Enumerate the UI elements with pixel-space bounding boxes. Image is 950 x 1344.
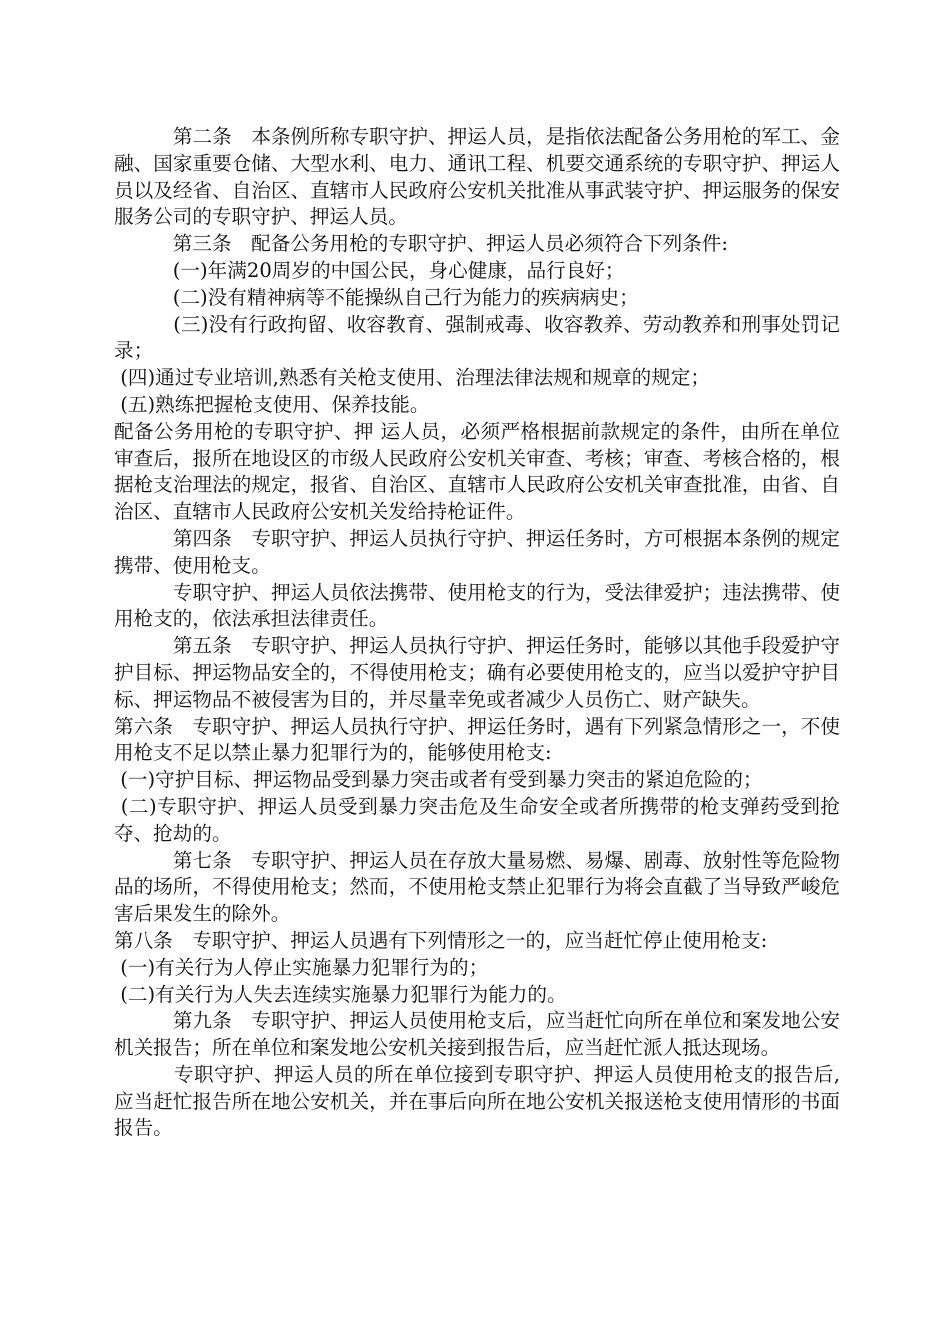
paragraph-article-3: 第三条 配备公务用枪的专职守护、押运人员必须符合下列条件: bbox=[114, 232, 729, 256]
paragraph-article-3-clause-2: 配备公务用枪的专职守护、押 运人员，必须严格根据前款规定的条件，由所在单位审查后，报所在地设区的市级人民政府公安机关审查、考核；审查、考核合格的，根据枪支治理法的规定，报省、自治区、直辖市人民政府公安机关审查批准，由省、自治区、直辖市人民政府公安机关发给持枪证件。 bbox=[114, 419, 840, 524]
document-body bbox=[114, 124, 840, 1142]
paragraph-article-7: 第七条 专职守护、押运人员在存放大量易燃、易爆、剧毒、放射性等危险物品的场所，不得使用枪支；然而，不使用枪支禁止犯罪行为将会直截了当导致严峻危害后果发生的除外。 bbox=[114, 848, 840, 926]
paragraph-article-2: 第二条 本条例所称专职守护、押运人员，是指依法配备公务用枪的军工、金融、国家重要仓储、大型水利、电力、通讯工程、机要交通系统的专职守护、押运人员以及经省、自治区、直辖市人民政府公安机关批准从事武装守护、押运服务的保安服务公司的专职守护、押运人员。 bbox=[114, 125, 840, 229]
paragraph-article-5: 第五条 专职守护、押运人员执行守护、押运任务时，能够以其他手段爱护守护目标、押运物品安全的，不得使用枪支；确有必要使用枪支的，应当以爱护守护目标、押运物品不被侵害为目的，并尽量幸免或者减少人员伤亡、财产缺失。 bbox=[114, 634, 840, 711]
paragraph-article-9: 第九条 专职守护、押运人员使用枪支后，应当赶忙向所在单位和案发地公安机关报告；所在单位和案发地公安机关接到报告后，应当赶忙派人抵达现场。 bbox=[114, 1009, 840, 1060]
paragraph-article-3-item-1: (一)年满20周岁的中国公民，身心健康，品行良好； bbox=[114, 258, 625, 282]
paragraph-article-8-item-2: (二)有关行为人失去连续实施暴力犯罪行为能力的。 bbox=[114, 982, 567, 1006]
paragraph-article-6: 第六条 专职守护、押运人员执行守护、押运任务时，遇有下列紧急情形之一，不使用枪支不足以禁止暴力犯罪行为的，能够使用枪支: bbox=[114, 714, 840, 765]
paragraph-article-3-item-3: (三)没有行政拘留、收容教育、强制戒毒、收容教养、劳动教养和刑事处罚记录； bbox=[114, 312, 840, 363]
paragraph-article-3-item-4: (四)通过专业培训,熟悉有关枪支使用、治理法律法规和规章的规定； bbox=[114, 366, 710, 390]
paragraph-article-6-item-1: (一)守护目标、押运物品受到暴力突击或者有受到暴力突击的紧迫危险的； bbox=[114, 768, 763, 792]
paragraph-article-3-item-2: (二)没有精神病等不能操纵自己行为能力的疾病病史； bbox=[114, 285, 639, 309]
paragraph-article-3-item-5: (五)熟练把握枪支使用、保养技能。 bbox=[114, 392, 430, 416]
paragraph-article-8-item-1: (一)有关行为人停止实施暴力犯罪行为的； bbox=[114, 955, 489, 979]
paragraph-article-4: 第四条 专职守护、押运人员执行守护、押运任务时，方可根据本条例的规定携带、使用枪支。 bbox=[114, 526, 840, 577]
paragraph-article-9-clause-2: 专职守护、押运人员的所在单位接到专职守护、押运人员使用枪支的报告后,应当赶忙报告所在地公安机关，并在事后向所在地公安机关报送枪支使用情形的书面报告。 bbox=[114, 1062, 840, 1140]
paragraph-article-4-clause-2: 专职守护、押运人员依法携带、使用枪支的行为，受法律爱护；违法携带、使用枪支的，依法承担法律责任。 bbox=[114, 580, 840, 631]
paragraph-article-6-item-2: (二)专职守护、押运人员受到暴力突击危及生命安全或者所携带的枪支弹药受到抢夺、抢劫的。 bbox=[114, 794, 840, 845]
paragraph-article-8: 第八条 专职守护、押运人员遇有下列情形之一的，应当赶忙停止使用枪支: bbox=[114, 928, 768, 952]
